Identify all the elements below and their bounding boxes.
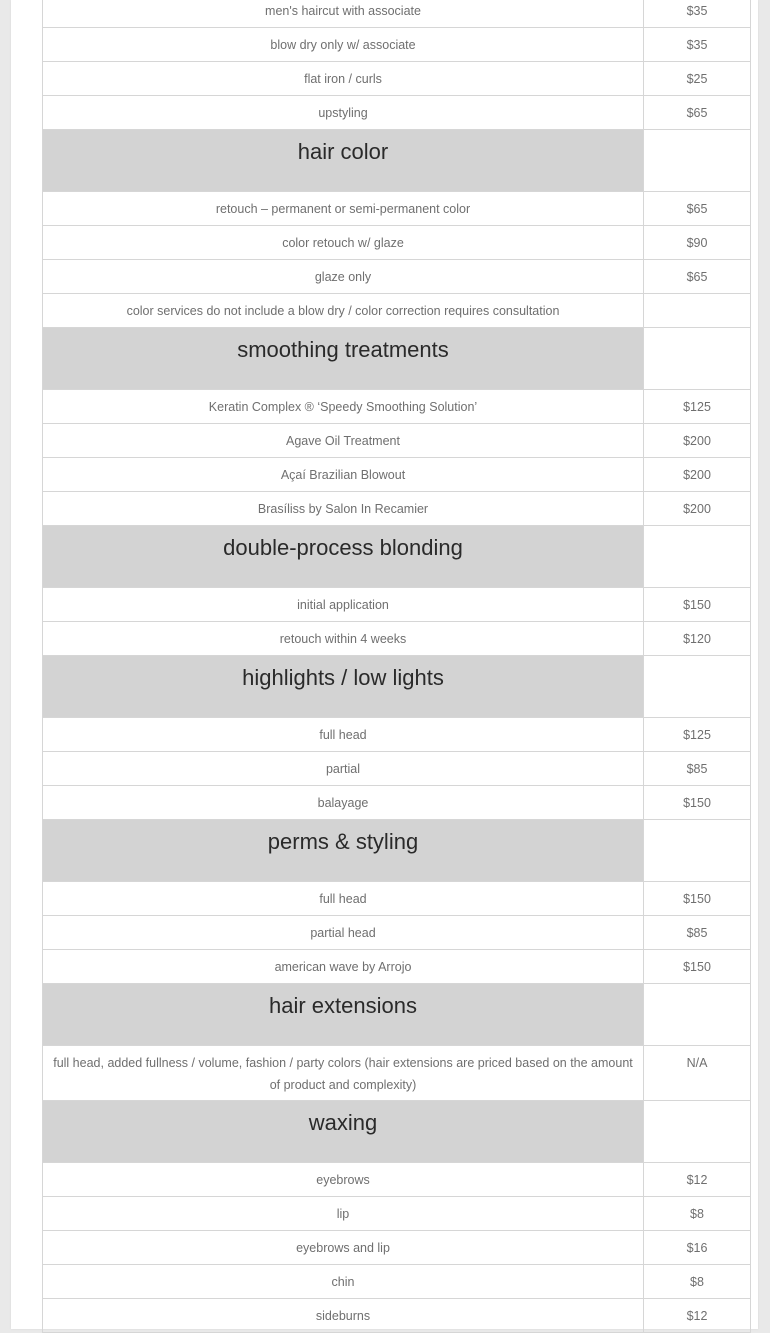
section-header-row xyxy=(43,328,751,390)
service-price: $65 xyxy=(644,192,751,226)
service-price: $65 xyxy=(644,260,751,294)
table-row xyxy=(43,1197,751,1231)
service-price: $85 xyxy=(644,752,751,786)
section-price-cell xyxy=(644,1101,751,1163)
service-price: $8 xyxy=(644,1265,751,1299)
table-row xyxy=(43,96,751,130)
service-price: $35 xyxy=(644,0,751,28)
section-title: perms & styling xyxy=(43,820,644,882)
table-row xyxy=(43,1231,751,1265)
section-title: hair extensions xyxy=(43,984,644,1046)
service-price: $200 xyxy=(644,492,751,526)
table-row xyxy=(43,588,751,622)
service-name: lip xyxy=(43,1197,644,1231)
table-row xyxy=(43,294,751,328)
table-row xyxy=(43,916,751,950)
table-row xyxy=(43,1299,751,1333)
table-row xyxy=(43,62,751,96)
service-name: eyebrows xyxy=(43,1163,644,1197)
service-name: men's haircut with associate xyxy=(43,0,644,28)
section-price-cell xyxy=(644,526,751,588)
service-name: retouch within 4 weeks xyxy=(43,622,644,656)
service-price: $16 xyxy=(644,1231,751,1265)
service-name: color retouch w/ glaze xyxy=(43,226,644,260)
table-row xyxy=(43,622,751,656)
table-row xyxy=(43,1046,751,1101)
service-price: $200 xyxy=(644,424,751,458)
service-price: $85 xyxy=(644,916,751,950)
service-name: Brasíliss by Salon In Recamier xyxy=(43,492,644,526)
service-name: blow dry only w/ associate xyxy=(43,28,644,62)
service-name: upstyling xyxy=(43,96,644,130)
table-row xyxy=(43,0,751,28)
service-price: $120 xyxy=(644,622,751,656)
section-header-row xyxy=(43,656,751,718)
service-name: Keratin Complex ® ‘Speedy Smoothing Solution’ xyxy=(43,390,644,424)
service-price: N/A xyxy=(644,1046,751,1101)
table-row xyxy=(43,718,751,752)
table-row xyxy=(43,390,751,424)
section-price-cell xyxy=(644,820,751,882)
price-table-body xyxy=(43,0,751,1333)
table-row xyxy=(43,192,751,226)
service-price: $200 xyxy=(644,458,751,492)
service-price: $150 xyxy=(644,950,751,984)
service-price: $125 xyxy=(644,390,751,424)
service-name: glaze only xyxy=(43,260,644,294)
section-header-row xyxy=(43,820,751,882)
section-price-cell xyxy=(644,656,751,718)
section-title: hair color xyxy=(43,130,644,192)
service-name: full head xyxy=(43,882,644,916)
service-name: color services do not include a blow dry / color correction requires consultation xyxy=(43,294,644,328)
service-name: flat iron / curls xyxy=(43,62,644,96)
price-list xyxy=(42,0,750,1333)
table-row xyxy=(43,752,751,786)
service-name: balayage xyxy=(43,786,644,820)
table-row xyxy=(43,492,751,526)
service-name: sideburns xyxy=(43,1299,644,1333)
service-price: $65 xyxy=(644,96,751,130)
section-header-row xyxy=(43,526,751,588)
table-row xyxy=(43,458,751,492)
section-title: smoothing treatments xyxy=(43,328,644,390)
service-name: partial head xyxy=(43,916,644,950)
service-price: $150 xyxy=(644,786,751,820)
table-row xyxy=(43,260,751,294)
table-row xyxy=(43,1163,751,1197)
section-title: waxing xyxy=(43,1101,644,1163)
section-header-row xyxy=(43,1101,751,1163)
table-row xyxy=(43,1265,751,1299)
table-row xyxy=(43,950,751,984)
service-price: $8 xyxy=(644,1197,751,1231)
section-title: highlights / low lights xyxy=(43,656,644,718)
table-row xyxy=(43,28,751,62)
service-name: retouch – permanent or semi-permanent color xyxy=(43,192,644,226)
service-name: full head, added fullness / volume, fashion / party colors (hair extensions are priced based on the amount of product and complexity) xyxy=(43,1046,644,1101)
table-row xyxy=(43,226,751,260)
service-name: american wave by Arrojo xyxy=(43,950,644,984)
page-content xyxy=(11,0,758,1329)
service-price: $90 xyxy=(644,226,751,260)
service-price: $25 xyxy=(644,62,751,96)
table-row xyxy=(43,786,751,820)
service-price: $12 xyxy=(644,1299,751,1333)
section-price-cell xyxy=(644,130,751,192)
service-name: Açaí Brazilian Blowout xyxy=(43,458,644,492)
service-price: $35 xyxy=(644,28,751,62)
service-price: $150 xyxy=(644,882,751,916)
section-header-row xyxy=(43,130,751,192)
service-price: $150 xyxy=(644,588,751,622)
service-price xyxy=(644,294,751,328)
service-price: $12 xyxy=(644,1163,751,1197)
service-name: Agave Oil Treatment xyxy=(43,424,644,458)
section-title: double-process blonding xyxy=(43,526,644,588)
price-table xyxy=(42,0,751,1333)
section-price-cell xyxy=(644,328,751,390)
service-name: eyebrows and lip xyxy=(43,1231,644,1265)
table-row xyxy=(43,882,751,916)
service-name: chin xyxy=(43,1265,644,1299)
section-price-cell xyxy=(644,984,751,1046)
service-name: initial application xyxy=(43,588,644,622)
service-name: full head xyxy=(43,718,644,752)
section-header-row xyxy=(43,984,751,1046)
service-price: $125 xyxy=(644,718,751,752)
service-name: partial xyxy=(43,752,644,786)
table-row xyxy=(43,424,751,458)
